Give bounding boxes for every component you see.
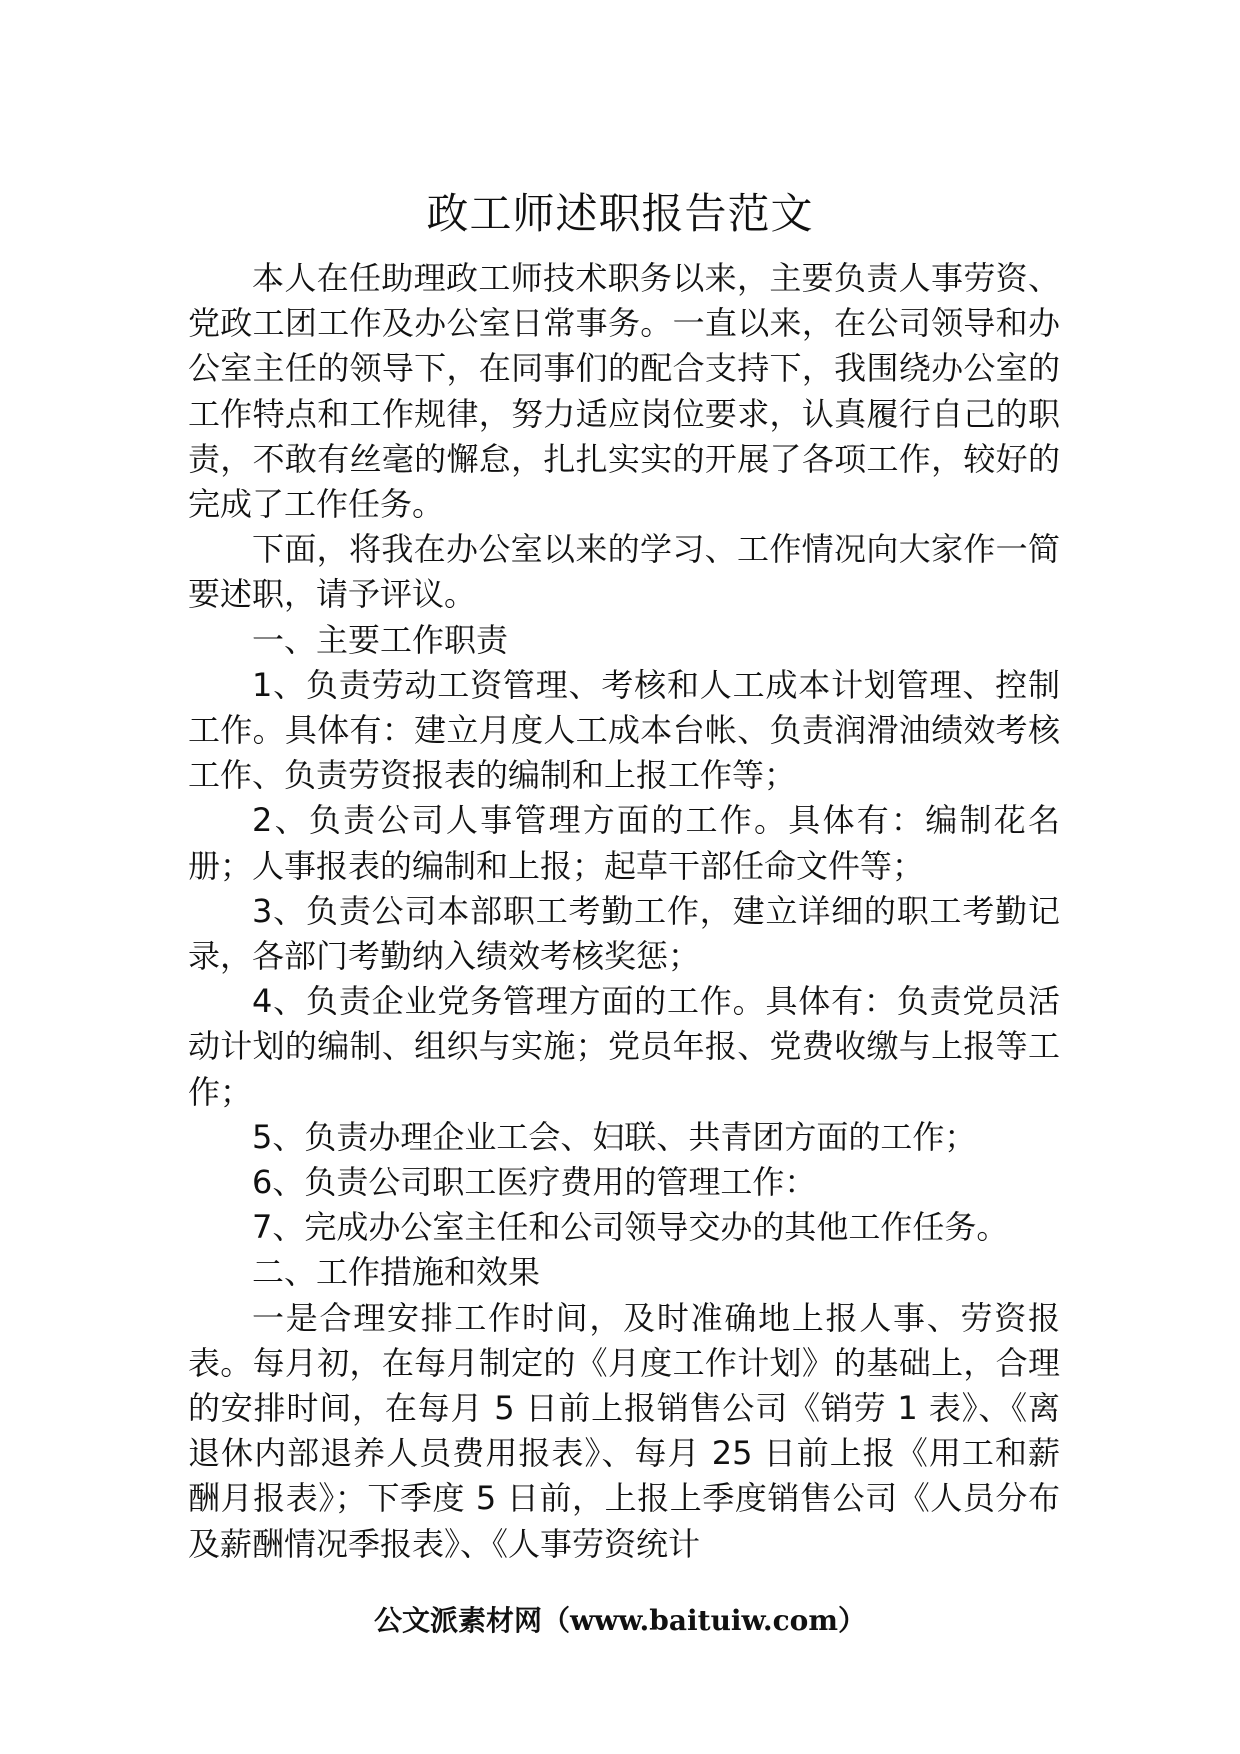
measure-paragraph-1: 一是合理安排工作时间，及时准确地上报人事、劳资报表。每月初，在每月制定的《月度工作计划》的基础上，合理的安排时间，在每月 5 日前上报销售公司《销劳 1 表》、《离退休内部退养人员费用报表》、每月 25 日前上报《用工和薪酬月报表》；下季度 5 日前，上报上季度销售公司《人员分布及薪酬情况季报表》、《人事劳资统计 [188, 1298, 1060, 1563]
duty-item-3: 3、负责公司本部职工考勤工作，建立详细的职工考勤记录，各部门考勤纳入绩效考核奖惩； [188, 891, 1060, 976]
paragraph-intro: 本人在任助理政工师技术职务以来，主要负责人事劳资、党政工团工作及办公室日常事务。一直以来，在公司领导和办公室主任的领导下，在同事们的配合支持下，我围绕办公室的工作特点和工作规律，努力适应岗位要求，认真履行自己的职责，不敢有丝毫的懈怠，扎扎实实的开展了各项工作，较好的完成了工作任务。 [188, 259, 1060, 524]
duty-item-6: 6、负责公司职工医疗费用的管理工作： [252, 1163, 817, 1202]
duty-item-7: 7、完成办公室主任和公司领导交办的其他工作任务。 [252, 1208, 1009, 1247]
duty-item-5: 5、负责办理企业工会、妇联、共青团方面的工作； [252, 1117, 977, 1156]
paragraph-report-note: 下面，将我在办公室以来的学习、工作情况向大家作一简要述职，请予评议。 [188, 530, 1060, 614]
document-body [188, 256, 1060, 1567]
duty-item-1: 1、负责劳动工资管理、考核和人工成本计划管理、控制工作。具体有：建立月度人工成本台帐、负责润滑油绩效考核工作、负责劳资报表的编制和上报工作等； [188, 665, 1060, 795]
document-title: 政工师述职报告范文 [426, 189, 814, 238]
section-heading-duties: 一、主要工作职责 [252, 620, 509, 659]
duty-item-2: 2、负责公司人事管理方面的工作。具体有：编制花名册；人事报表的编制和上报；起草干部任命文件等； [188, 801, 1060, 885]
page-footer: 公文派素材网（www.baituiw.com） [374, 1604, 866, 1637]
section-heading-measures: 二、工作措施和效果 [252, 1253, 541, 1292]
duty-item-4: 4、负责企业党务管理方面的工作。具体有：负责党员活动计划的编制、组织与实施；党员年报、党费收缴与上报等工作； [188, 982, 1060, 1111]
